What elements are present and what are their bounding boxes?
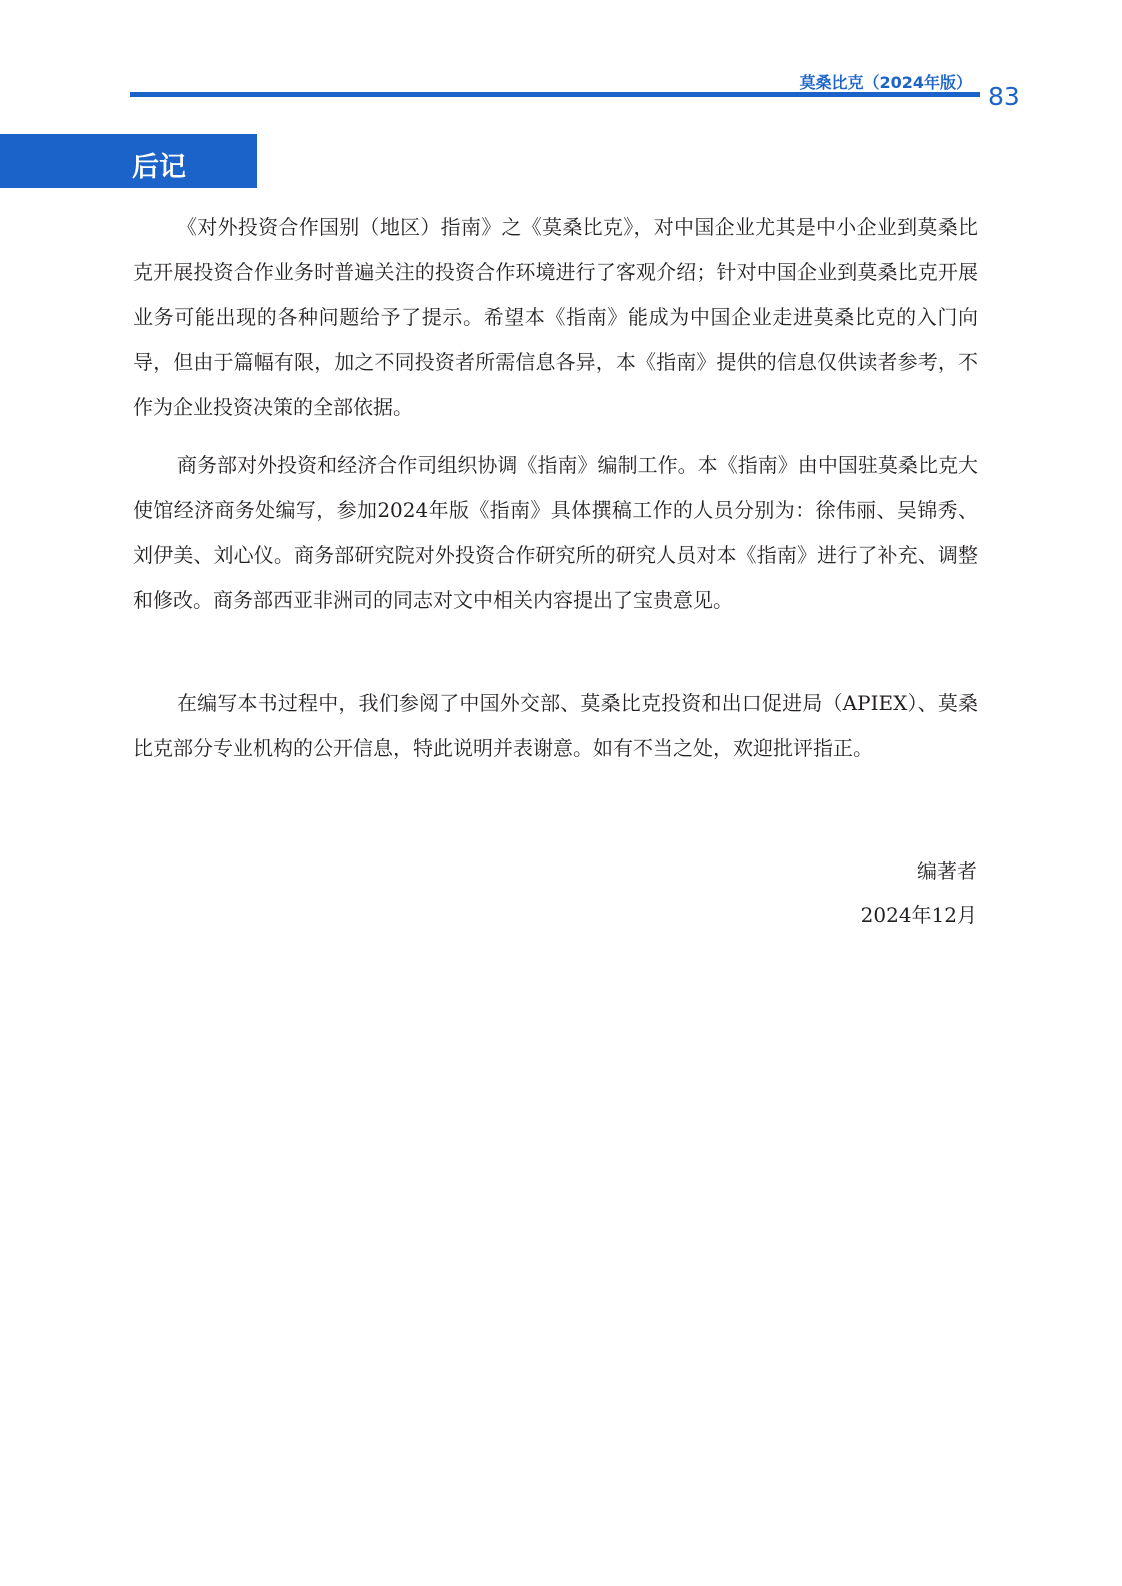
signature-author: 编著者 bbox=[917, 859, 977, 883]
signature-date: 2024年12月 bbox=[860, 903, 977, 927]
header-rule bbox=[130, 92, 980, 97]
paragraph-3: 在编写本书过程中，我们参阅了中国外交部、莫桑比克投资和出口促进局（APIEX）、莫桑比克部分专业机构的公开信息，特此说明并表谢意。如有不当之处，欢迎批评指正。 bbox=[133, 691, 978, 760]
section-banner bbox=[0, 134, 257, 188]
paragraph-2: 商务部对外投资和经济合作司组织协调《指南》编制工作。本《指南》由中国驻莫桑比克大使馆经济商务处编写，参加2024年版《指南》具体撰稿工作的人员分别为：徐伟丽、吴锦秀、刘伊美、刘心仪。商务部研究院对外投资合作研究所的研究人员对本《指南》进行了补充、调整和修改。商务部西亚非洲司的同志对文中相关内容提出了宝贵意见。 bbox=[133, 453, 978, 612]
section-title: 后记 bbox=[132, 152, 186, 183]
page-number: 83 bbox=[988, 82, 1020, 111]
running-header-title: 莫桑比克（2024年版） bbox=[799, 73, 972, 92]
paragraph-1: 《对外投资合作国别（地区）指南》之《莫桑比克》，对中国企业尤其是中小企业到莫桑比克开展投资合作业务时普遍关注的投资合作环境进行了客观介绍；针对中国企业到莫桑比克开展业务可能出现的各种问题给予了提示。希望本《指南》能成为中国企业走进莫桑比克的入门向导，但由于篇幅有限，加之不同投资者所需信息各异，本《指南》提供的信息仅供读者参考，不作为企业投资决策的全部依据。 bbox=[133, 215, 978, 419]
